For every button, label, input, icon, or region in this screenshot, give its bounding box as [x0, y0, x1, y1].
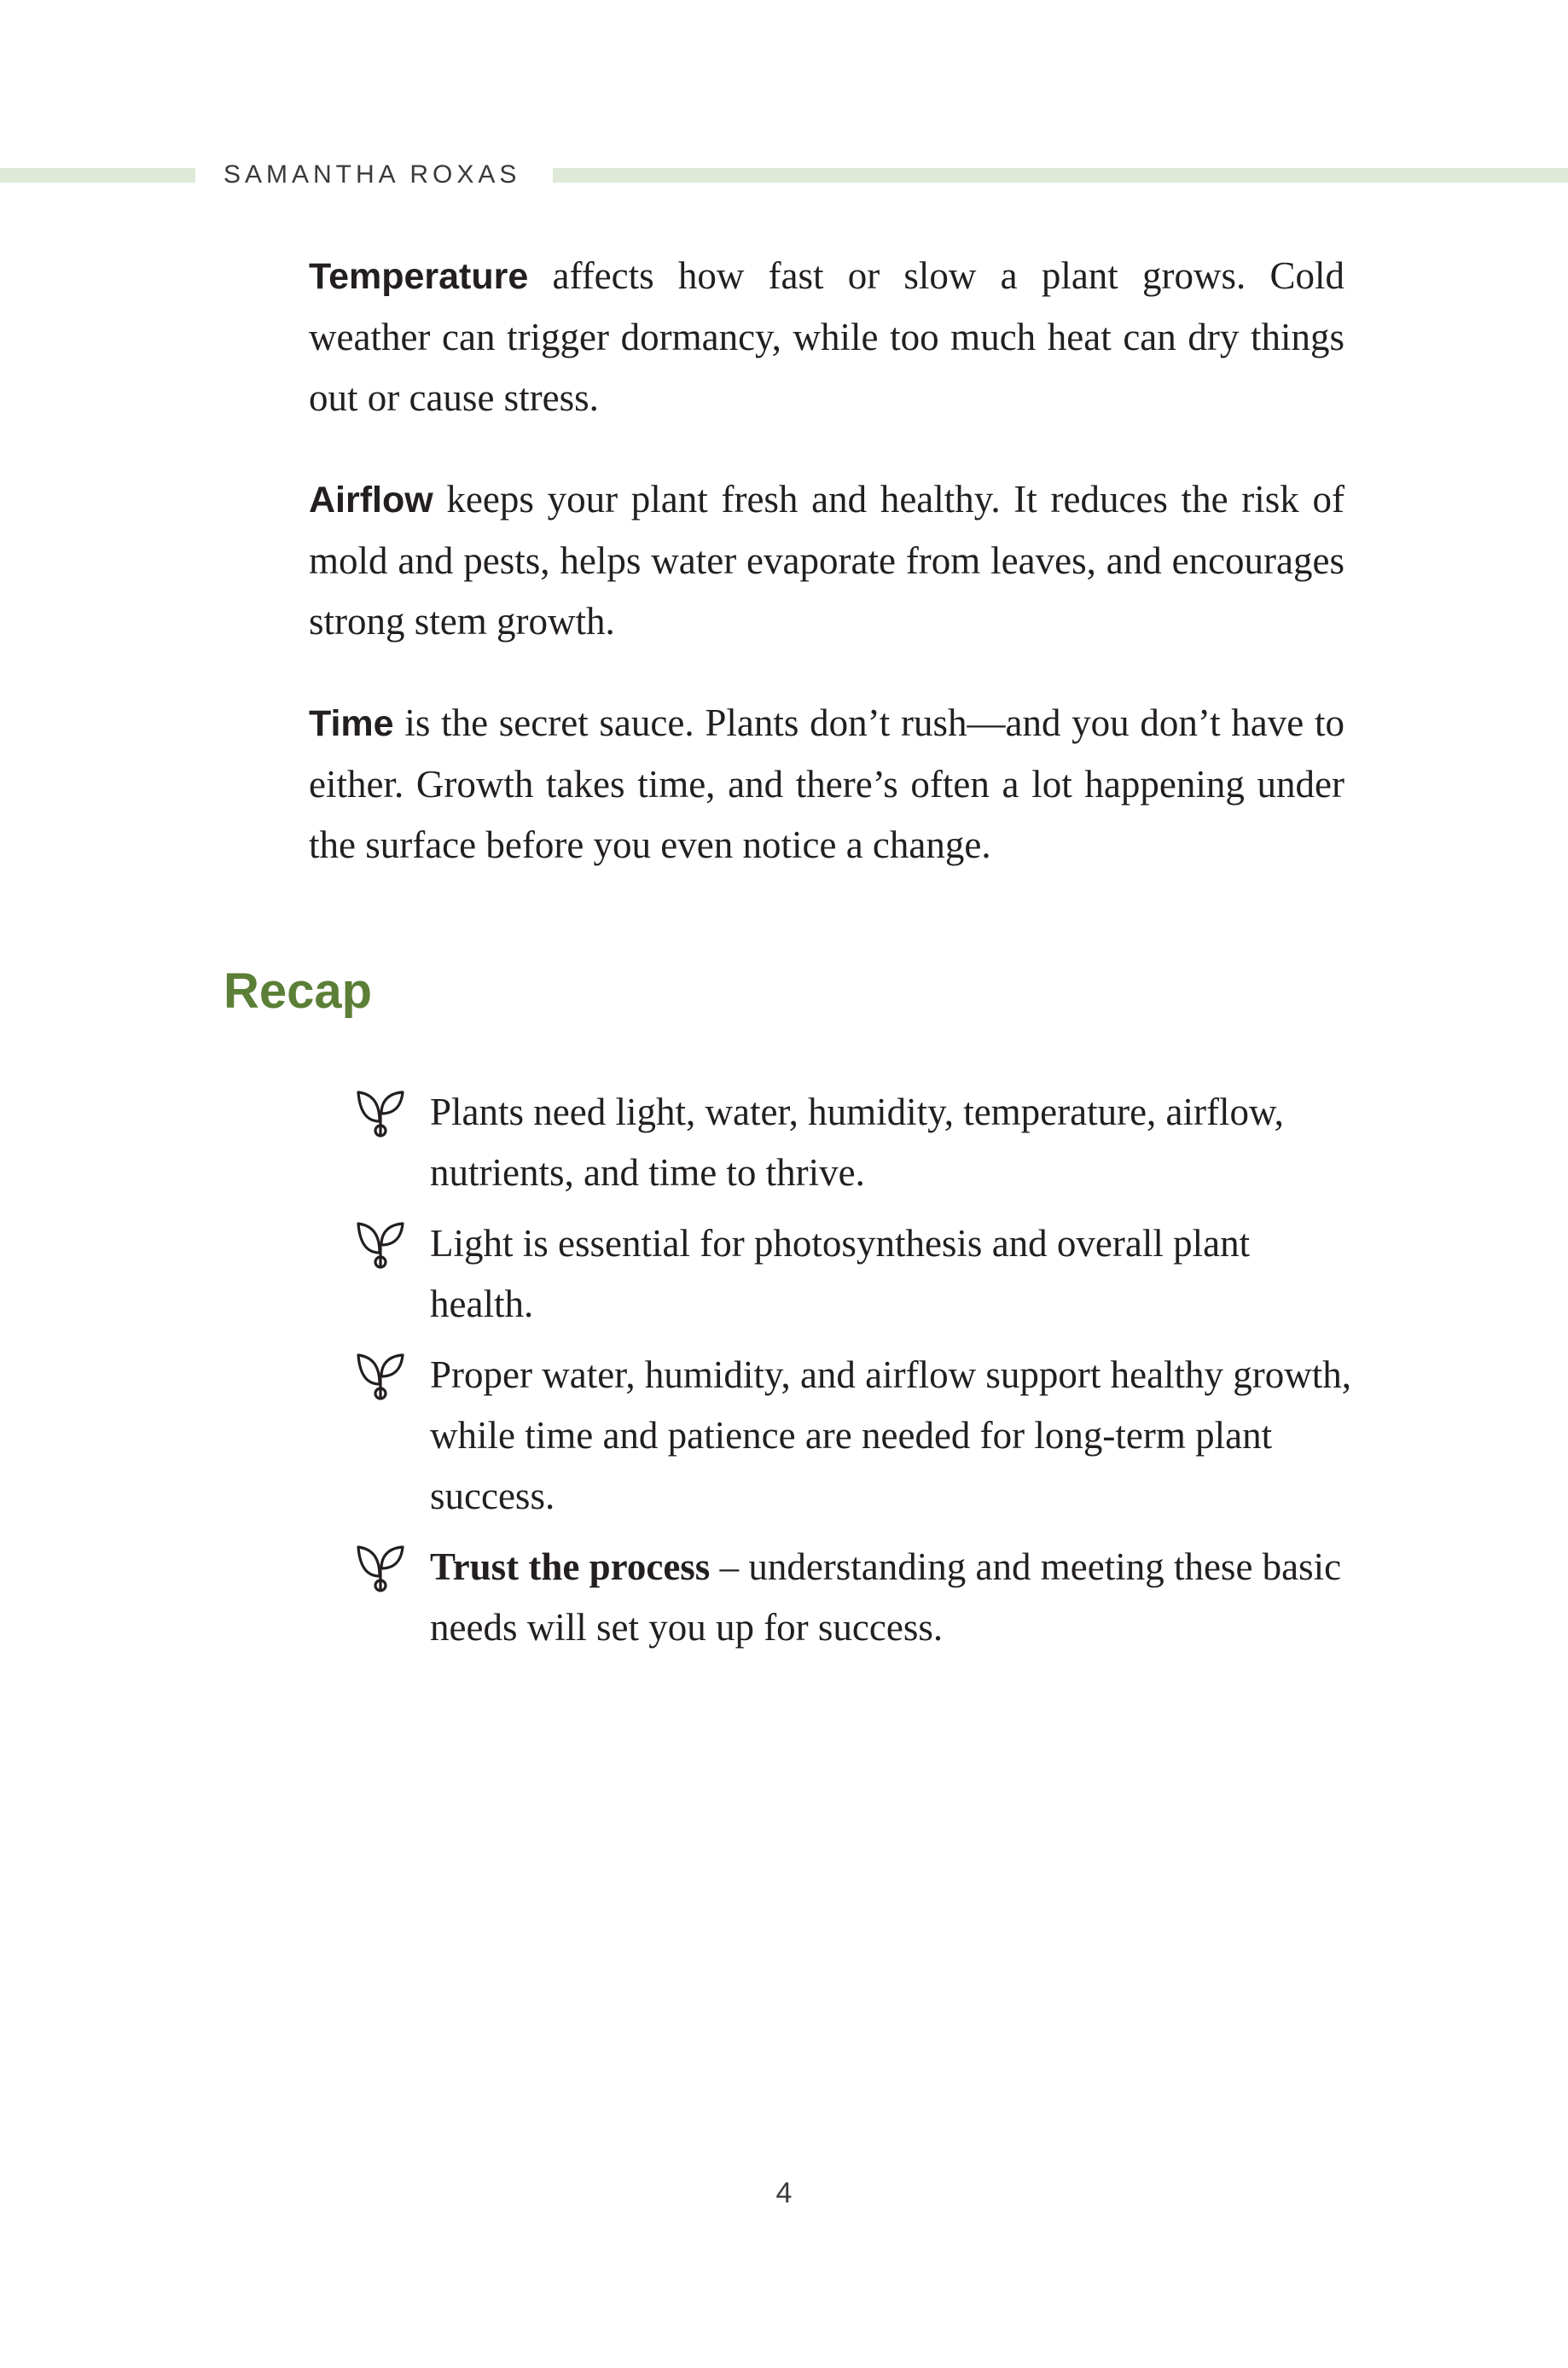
list-item	[355, 1082, 1353, 1203]
sprout-icon	[355, 1350, 406, 1401]
paragraph-time-text: is the secret sauce. Plants don’t rush—and you don’t have to either. Growth takes time, and there’s often a lot happening under the surface before you even notice a change.	[309, 701, 1344, 866]
paragraph-temperature	[309, 246, 1344, 428]
recap-item-lead: Trust the process	[430, 1545, 711, 1588]
sprout-icon	[355, 1219, 406, 1270]
term-airflow: Airflow	[309, 480, 433, 521]
header-rule-left	[0, 168, 195, 183]
sprout-icon	[355, 1542, 406, 1593]
paragraph-time	[309, 693, 1344, 876]
sprout-icon	[355, 1087, 406, 1138]
term-temperature: Temperature	[309, 256, 529, 297]
running-head-author: SAMANTHA ROXAS	[224, 160, 521, 189]
recap-item-text: – understanding and meeting these basic needs will set you up for success.	[430, 1545, 1342, 1649]
list-item	[355, 1537, 1353, 1658]
recap-heading: Recap	[224, 963, 373, 1019]
recap-item-text: Light is essential for photosynthesis and overall plant health.	[430, 1222, 1251, 1325]
page-number: 4	[775, 2177, 793, 2209]
term-time: Time	[309, 703, 394, 744]
header-rule-right	[553, 168, 1568, 183]
running-header	[0, 158, 1568, 192]
paragraph-airflow	[309, 469, 1344, 652]
recap-item-text: Plants need light, water, humidity, temperature, airflow, nutrients, and time to thrive.	[430, 1091, 1284, 1194]
paragraph-temperature-text: affects how fast or slow a plant grows. Cold weather can trigger dormancy, while too much heat can dry things out or cause stress.	[309, 254, 1344, 419]
list-item	[355, 1345, 1353, 1527]
recap-list	[355, 1082, 1353, 1668]
paragraph-airflow-text: keeps your plant fresh and healthy. It reduces the risk of mold and pests, helps water evaporate from leaves, and encourages strong stem growth.	[309, 478, 1344, 643]
list-item	[355, 1213, 1353, 1335]
recap-item-text: Proper water, humidity, and airflow support healthy growth, while time and patience are needed for long-term plant success.	[430, 1353, 1352, 1517]
